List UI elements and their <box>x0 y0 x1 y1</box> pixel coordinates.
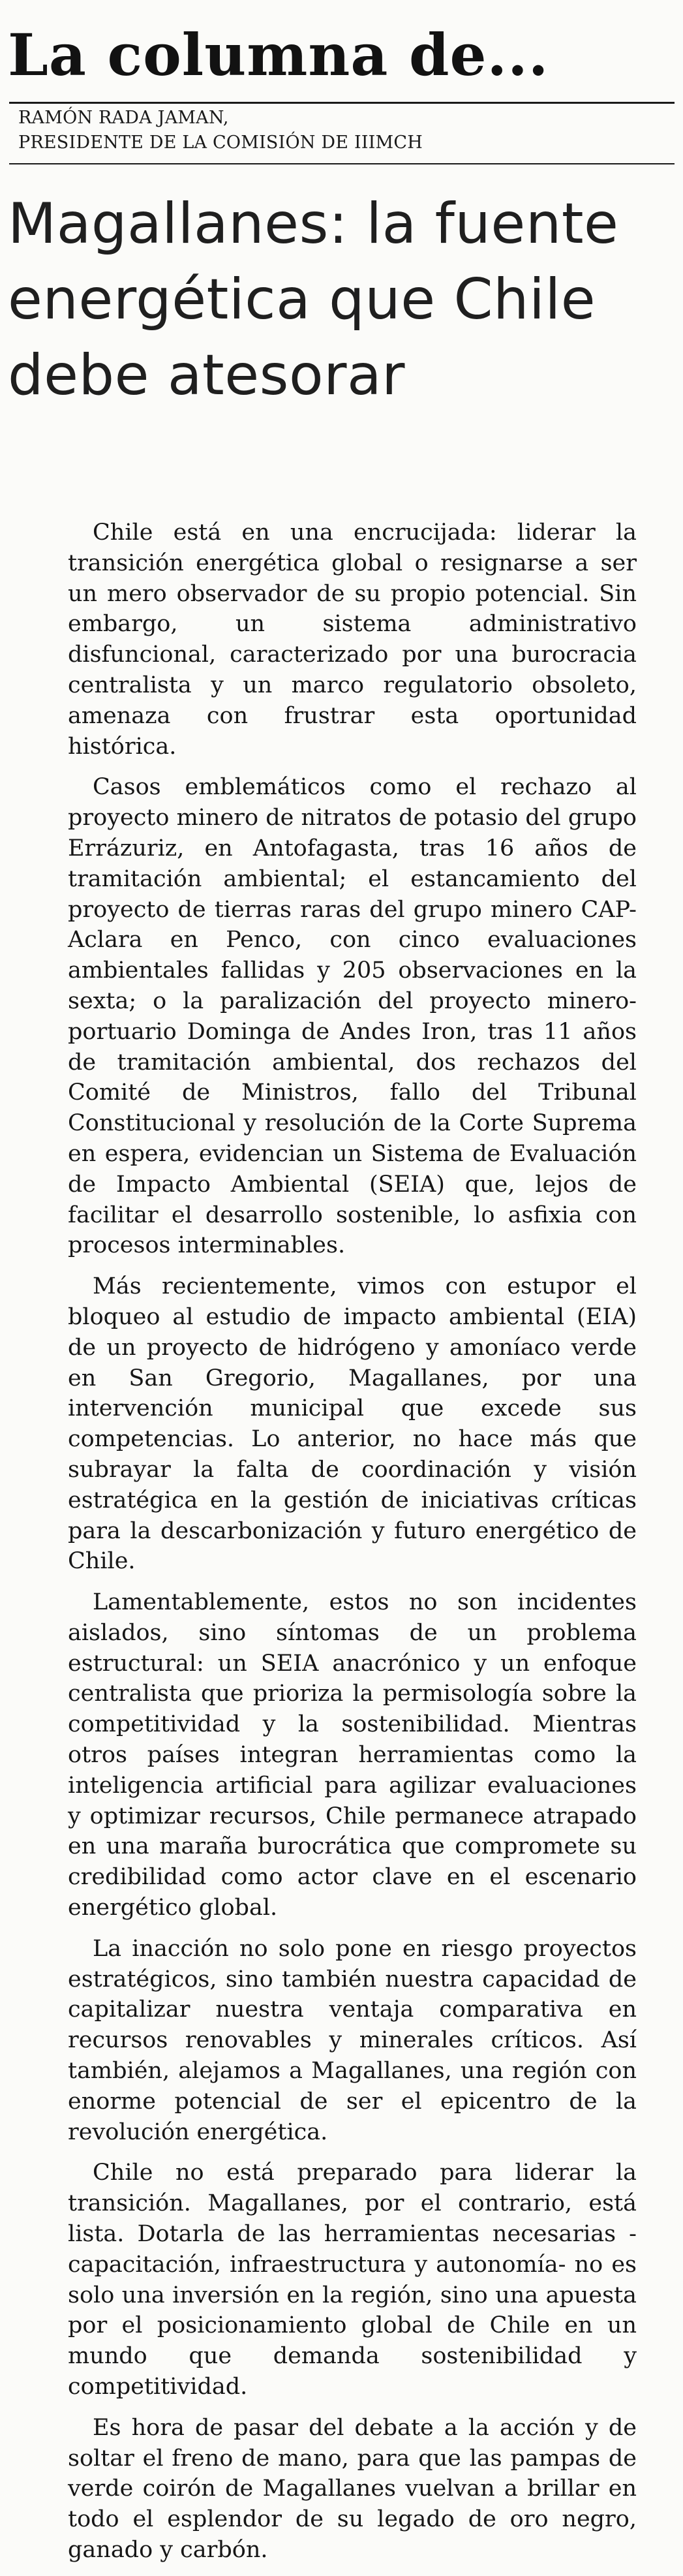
article-paragraph: Chile está en una encrucijada: liderar la transición energética global o resignarse a ser un mero observador de su propio potencial. Sin embargo, un sistema administrativo disfuncional, caracterizado por una burocracia centralista y un marco regulatorio obsoleto, amenaza con frustrar esta oportunidad histórica. <box>68 520 637 760</box>
column-kicker: La columna de... <box>8 21 549 89</box>
kicker-divider <box>9 102 675 104</box>
article-paragraph: Es hora de pasar del debate a la acción y de soltar el freno de mano, para que las pampas de verde coirón de Magallanes vuelvan a brillar en todo el esplendor de su legado de oro negro, ganado y carbón. <box>68 2414 637 2563</box>
article-paragraph: Chile no está preparado para liderar la transición. Magallanes, por el contrario, está lista. Dotarla de las herramientas necesarias -capacitación, infraestructura y autonomía- no es solo una inversión en la región, sino una apuesta por el posicionamiento global de Chile en un mundo que demanda sostenibilidad y competitividad. <box>68 2160 637 2400</box>
article-headline: Magallanes: la fuente energética que Chile debe atesorar <box>8 191 619 408</box>
byline-divider <box>9 163 675 164</box>
article-paragraph: La inacción no solo pone en riesgo proyectos estratégicos, sino también nuestra capacidad de capitalizar nuestra ventaja comparativa en recursos renovables y minerales críticos. Así también, alejamos a Magallanes, una región con enorme potencial de ser el epicentro de la revolución energética. <box>68 1935 637 2145</box>
author-role: PRESIDENTE DE LA COMISIÓN DE IIIMCH <box>18 132 423 153</box>
article-paragraph: Más recientemente, vimos con estupor el bloqueo al estudio de impacto ambiental (EIA) de un proyecto de hidrógeno y amoníaco verde en San Gregorio, Magallanes, por una intervención municipal que excede sus competencias. Lo anterior, no hace más que subrayar la falta de coordinación y visión estratégica en la gestión de iniciativas críticas para la descarbonización y futuro energético de Chile. <box>68 1273 637 1575</box>
article-paragraph: Casos emblemáticos como el rechazo al proyecto minero de nitratos de potasio del grupo Errázuriz, en Antofagasta, tras 16 años de tramitación ambiental; el estancamiento del proyecto de tierras raras del grupo minero CAP-Aclara en Penco, con cinco evaluaciones ambientales fallidas y 205 observaciones en la sexta; o la paralización del proyecto minero-portuario Dominga de Andes Iron, tras 11 años de tramitación ambiental, dos rechazos del Comité de Ministros, fallo del Tribunal Constitucional y resolución de la Corte Suprema en espera, evidencian un Sistema de Evaluación de Impacto Ambiental (SEIA) que, lejos de facilitar el desarrollo sostenible, lo asfixia con procesos interminables. <box>68 774 637 1259</box>
byline <box>18 106 664 155</box>
author-name: RAMÓN RADA JAMAN, <box>18 108 229 128</box>
article-paragraph: Lamentablemente, estos no son incidentes aislados, sino síntomas de un problema estructural: un SEIA anacrónico y un enfoque centralista que prioriza la permisología sobre la competitividad y la sostenibilidad. Mientras otros países integran herramientas como la inteligencia artificial para agilizar evaluaciones y optimizar recursos, Chile permanece atrapado en una maraña burocrática que compromete su credibilidad como actor clave en el escenario energético global. <box>68 1589 637 1921</box>
article-body <box>68 518 637 2576</box>
